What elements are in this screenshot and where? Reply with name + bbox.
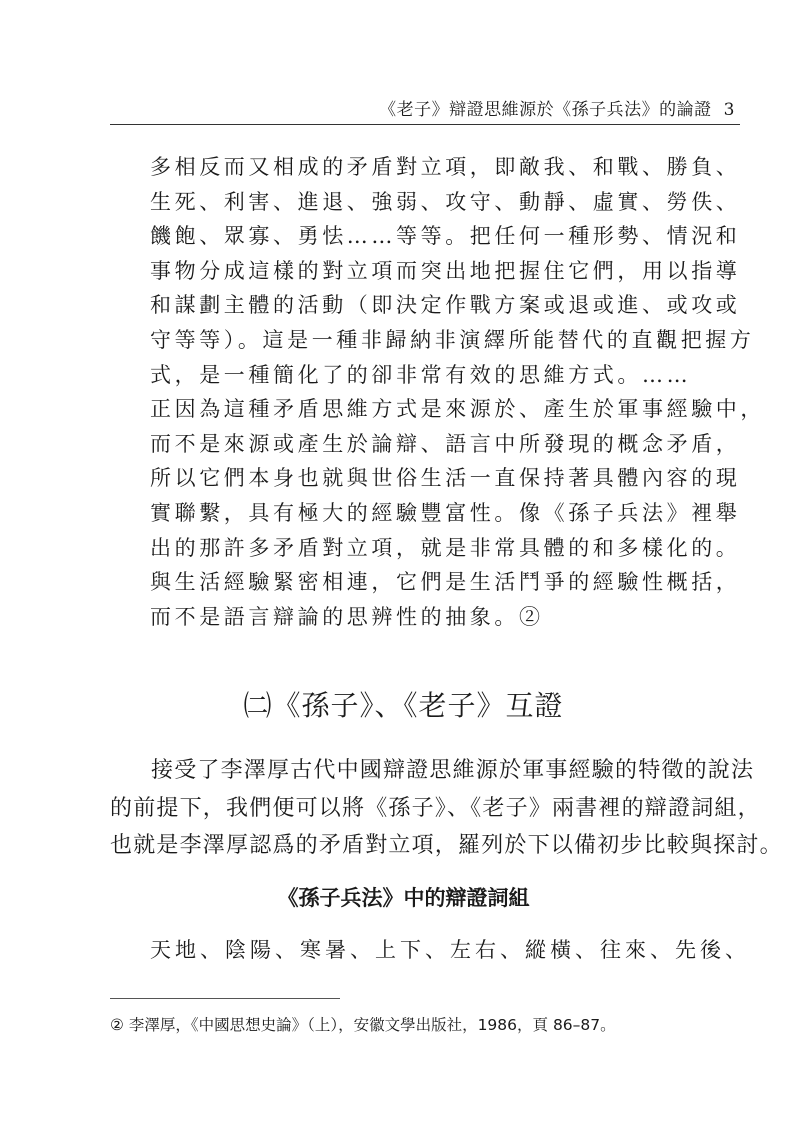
quote-line: 守等等）。這是一種非歸納非演繹所能替代的直觀把握方 bbox=[150, 327, 755, 352]
running-header bbox=[110, 95, 735, 120]
quote-line: 所以它們本身也就與世俗生活一直保持著具體內容的現 bbox=[150, 466, 741, 491]
quote-line: 事物分成這樣的對立項而突出地把握住它們，用以指導 bbox=[150, 258, 741, 283]
quote-line: 與生活經驗緊密相連，它們是生活鬥爭的經驗性概括， bbox=[150, 570, 741, 595]
quote-line: 饑飽、眾寡、勇怯……等等。把任何一種形勢、情況和 bbox=[150, 224, 741, 249]
terms-line: 天地、陰陽、寒暑、上下、左右、縱橫、往來、先後、 bbox=[150, 938, 750, 962]
quote-line: 式，是一種簡化了的卻非常有效的思維方式。…… bbox=[150, 362, 692, 387]
quote-line: 和謀劃主體的活動（即決定作戰方案或退或進、或攻或 bbox=[150, 293, 741, 318]
subheading: 《孫子兵法》中的辯證詞組 bbox=[277, 886, 530, 910]
body-line: 的前提下，我們便可以將《孫子》、《老子》兩書裡的辯證詞組， bbox=[110, 795, 761, 821]
footnote: ② 李澤厚，《中國思想史論》（上），安徽文學出版社，1986，頁 86–87。 bbox=[110, 1016, 616, 1034]
quote-line: 實聯繫，具有極大的經驗豐富性。像《孫子兵法》裡舉 bbox=[150, 500, 741, 525]
footnote-rule bbox=[110, 998, 340, 999]
block-quote bbox=[150, 150, 765, 634]
quote-line: 生死、利害、進退、強弱、攻守、動靜、虛實、勞佚、 bbox=[150, 189, 741, 214]
quote-line: 而不是語言辯論的思辨性的抽象。② bbox=[150, 604, 544, 629]
section-heading: ㈡《孫子》、《老子》互證 bbox=[243, 689, 564, 722]
quote-line: 出的那許多矛盾對立項，就是非常具體的和多樣化的。 bbox=[150, 535, 741, 560]
body-line: 也就是李澤厚認爲的矛盾對立項，羅列於下以備初步比較與探討。 bbox=[110, 833, 783, 859]
body-paragraph bbox=[110, 752, 783, 865]
page-number: 3 bbox=[723, 100, 735, 120]
running-header-title: 《老子》辯證思維源於《孫子兵法》的論證 bbox=[379, 100, 712, 120]
quote-line: 而不是來源或產生於論辯、語言中所發現的概念矛盾， bbox=[150, 431, 741, 456]
body-line: 接受了李澤厚古代中國辯證思維源於軍事經驗的特徵的說法 bbox=[151, 758, 755, 783]
quote-line: 多相反而又相成的矛盾對立項，即敵我、和戰、勝負、 bbox=[150, 155, 741, 179]
header-rule bbox=[110, 124, 740, 125]
quote-line: 正因為這種矛盾思維方式是來源於、產生於軍事經驗中， bbox=[150, 397, 765, 422]
